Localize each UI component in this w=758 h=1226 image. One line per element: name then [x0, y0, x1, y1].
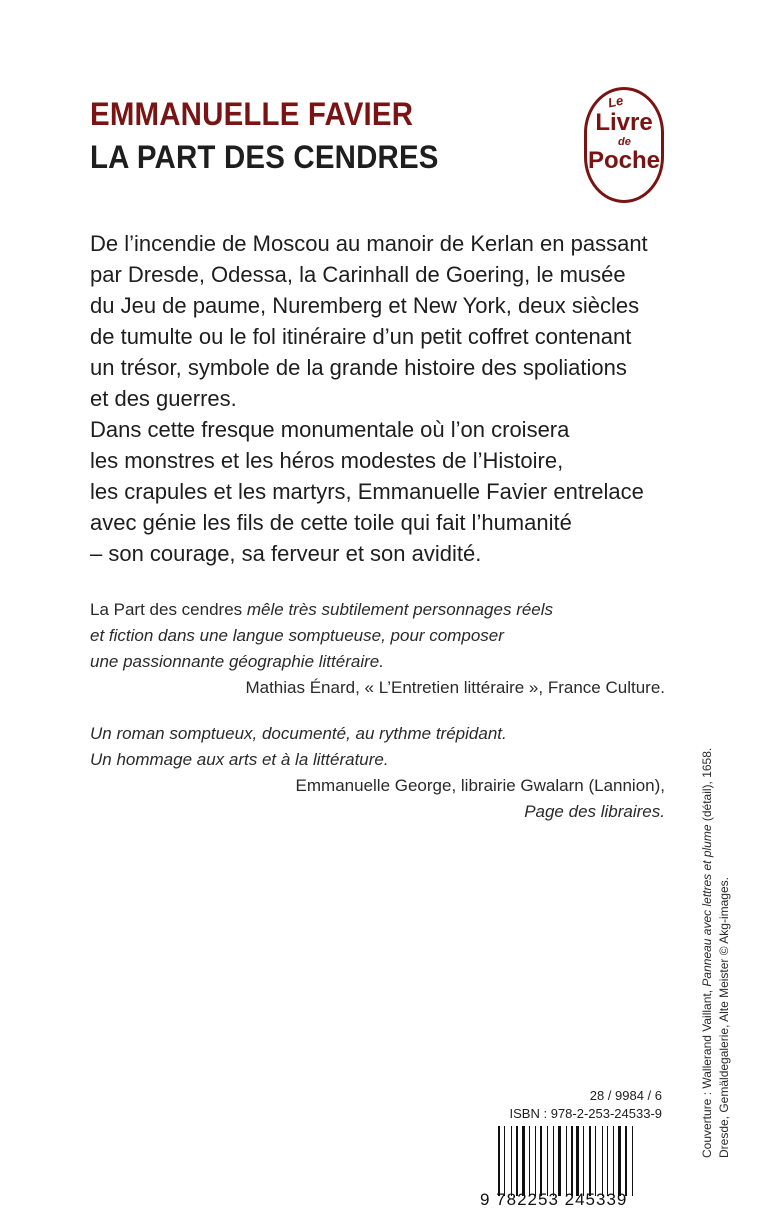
barcode-bar: [522, 1126, 525, 1196]
barcode-bar: [516, 1126, 518, 1196]
barcode-bar: [595, 1126, 596, 1196]
credits-text: (détail), 1658.: [700, 747, 714, 825]
barcode-bar: [529, 1126, 530, 1196]
barcode: [480, 1126, 666, 1209]
quote-line: Un hommage aux arts et à la littérature.: [90, 750, 389, 769]
quote-text: mêle très subtilement personnages réels: [242, 600, 554, 619]
blurb-line: de tumulte ou le fol itinéraire d’un petit coffret contenant: [90, 324, 632, 349]
quote-attribution: Emmanuelle George, librairie Gwalarn (Lannion),: [295, 776, 665, 795]
barcode-bar: [511, 1126, 512, 1196]
barcode-bar: [566, 1126, 567, 1196]
quote-line: Un roman somptueux, documenté, au rythme trépidant.: [90, 724, 507, 743]
logo-text-poche: Poche: [587, 147, 661, 174]
quote-line: [90, 597, 665, 623]
credits-line: Dresde, Gemäldegalerie, Alte Meister © Akg-images.: [717, 877, 731, 1158]
barcode-bars: [498, 1126, 662, 1196]
book-title: LA PART DES CENDRES: [90, 139, 439, 175]
barcode-bar: [589, 1126, 591, 1196]
blurb-line: par Dresde, Odessa, la Carinhall de Goering, le musée: [90, 262, 626, 287]
barcode-bar: [558, 1126, 561, 1196]
quote-line: une passionnante géographie littéraire.: [90, 652, 384, 671]
blurb-line: les crapules et les martyrs, Emmanuelle Favier entrelace: [90, 479, 644, 504]
author-name: EMMANUELLE FAVIER: [90, 96, 414, 132]
barcode-bar: [618, 1126, 621, 1196]
barcode-bar: [613, 1126, 614, 1196]
barcode-bar: [602, 1126, 603, 1196]
barcode-bar: [632, 1126, 633, 1196]
catalog-number: 28 / 9984 / 6: [589, 1088, 662, 1103]
quote-source: Page des libraires.: [524, 802, 665, 821]
blurb: [90, 228, 690, 569]
blurb-line: et des guerres.: [90, 386, 237, 411]
barcode-bar: [540, 1126, 542, 1196]
barcode-bar: [553, 1126, 554, 1196]
barcode-bar: [571, 1126, 573, 1196]
quote-line: et fiction dans une langue somptueuse, pour composer: [90, 626, 504, 645]
barcode-bar: [607, 1126, 608, 1196]
logo-text-livre: Livre: [595, 109, 653, 136]
press-quote-1: [90, 597, 665, 701]
credits-artwork-title: Panneau avec lettres et plume: [700, 824, 714, 987]
blurb-line: un trésor, symbole de la grande histoire des spoliations: [90, 355, 627, 380]
blurb-line: – son courage, sa ferveur et son avidité.: [90, 541, 482, 566]
barcode-bar: [625, 1126, 627, 1196]
blurb-line: De l’incendie de Moscou au manoir de Kerlan en passant: [90, 231, 648, 256]
blurb-line: avec génie les fils de cette toile qui fait l’humanité: [90, 510, 572, 535]
press-quote-2: [90, 721, 665, 825]
blurb-line: du Jeu de paume, Nuremberg et New York, deux siècles: [90, 293, 640, 318]
logo-text-le: Le: [606, 92, 625, 111]
credits-text: Couverture : Wallerand Vaillant,: [700, 986, 714, 1158]
quote-attribution: Mathias Énard, « L’Entretien littéraire », France Culture.: [245, 678, 665, 697]
isbn: ISBN : 978-2-253-24533-9: [509, 1106, 662, 1121]
barcode-bar: [583, 1126, 584, 1196]
barcode-bar: [504, 1126, 505, 1196]
publisher-logo: [584, 87, 664, 203]
cover-credits: [699, 698, 733, 1158]
blurb-line: Dans cette fresque monumentale où l’on croisera: [90, 417, 570, 442]
barcode-bar: [498, 1126, 500, 1196]
blurb-line: les monstres et les héros modestes de l’Histoire,: [90, 448, 564, 473]
barcode-bar: [535, 1126, 536, 1196]
barcode-bar: [576, 1126, 579, 1196]
logo-text-de: de: [618, 136, 631, 148]
credits-line: [699, 698, 716, 1158]
barcode-digits: 9 782253 245339: [480, 1190, 628, 1209]
barcode-bar: [547, 1126, 548, 1196]
quote-book-title: La Part des cendres: [90, 600, 243, 619]
